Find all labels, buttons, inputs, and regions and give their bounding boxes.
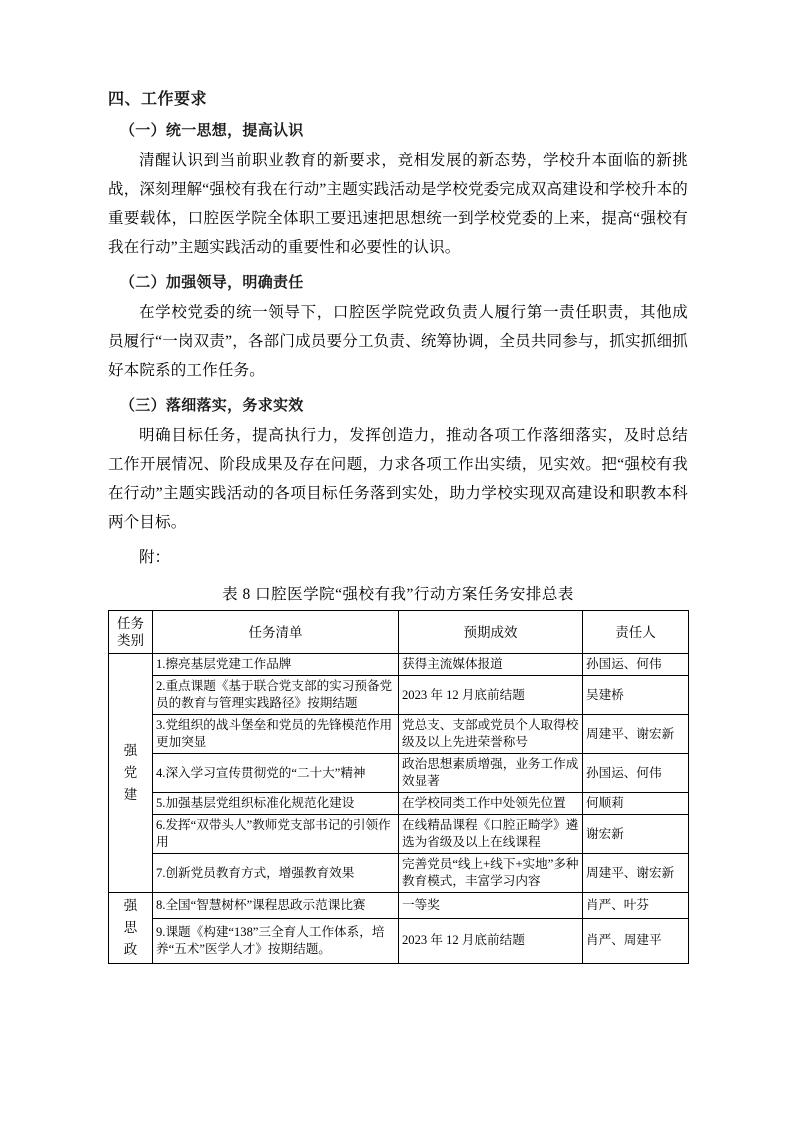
result-cell: 获得主流媒体报道: [399, 654, 583, 676]
result-cell: 在线精品课程《口腔正畸学》遴选为省级及以上在线课程: [399, 815, 583, 854]
table-caption: 表 8 口腔医学院“强校有我”行动方案任务安排总表: [222, 586, 574, 603]
col-header-person: 责任人: [583, 611, 689, 654]
task-cell: 8.全国“智慧树杯”课程思政示范课比赛: [153, 893, 399, 919]
result-cell: 2023 年 12 月底前结题: [399, 676, 583, 715]
result-cell: 党总支、支部或党员个人取得校级及以上先进荣誉称号: [399, 715, 583, 754]
task-cell: 1.擦亮基层党建工作品牌: [153, 654, 399, 676]
attachment-label: 附：: [139, 549, 171, 566]
category-char: 强: [123, 743, 138, 758]
table-row: [109, 854, 689, 893]
subsection-heading-2: （二）加强领导，明确责任: [120, 273, 304, 291]
col-header-category: [109, 611, 153, 654]
category-cell-sizheng: [109, 893, 153, 964]
subsection-paragraph-1: 清醒认识到当前职业教育的新要求，竞相发展的新态势，学校升本面临的新挑战，深刻理解“强校有我在行动”主题实践活动是学校党委完成双高建设和学校升本的重要载体，口腔医学院全体职工要迅速把思想统一到学校党委的上来，提高“强校有我在行动”主题实践活动的重要性和必要性的认识。: [108, 152, 688, 256]
col-header-category-line1: 任务: [117, 616, 144, 631]
subsection-heading-3: （三）落细落实，务求实效: [120, 396, 304, 414]
table-header: [109, 611, 689, 654]
category-char: 政: [123, 942, 138, 957]
result-cell: 完善党员“线上+线下+实地”多种教育模式，丰富学习内容: [399, 854, 583, 893]
subsection-paragraph-2: 在学校党委的统一领导下，口腔医学院党政负责人履行第一责任职责，其他成员履行“一岗双责”，各部门成员要分工负责、统筹协调，全员共同参与，抓实抓细抓好本院系的工作任务。: [108, 304, 688, 379]
task-table: [108, 610, 689, 964]
subsection-paragraph-3: 明确目标任务，提高执行力，发挥创造力，推动各项工作落细落实，及时总结工作开展情况、阶段成果及存在问题，力求各项工作出实绩，见实效。把“强校有我在行动”主题实践活动的各项目标任务落到实处，助力学校实现双高建设和职教本科两个目标。: [108, 427, 688, 531]
table-row: [109, 815, 689, 854]
person-cell: 孙国运、何伟: [583, 654, 689, 676]
person-cell: 周建平、谢宏新: [583, 715, 689, 754]
col-header-category-line2: 类别: [117, 633, 144, 648]
task-cell: 7.创新党员教育方式，增强教育效果: [153, 854, 399, 893]
category-char: 建: [123, 787, 138, 802]
task-cell: 3.党组织的战斗堡垒和党员的先锋模范作用更加突显: [153, 715, 399, 754]
person-cell: 肖严、周建平: [583, 918, 689, 963]
category-char: 强: [123, 898, 138, 913]
person-cell: 周建平、谢宏新: [583, 854, 689, 893]
person-cell: 谢宏新: [583, 815, 689, 854]
table-row: [109, 893, 689, 919]
person-cell: 孙国运、何伟: [583, 754, 689, 793]
category-char: 思: [123, 920, 138, 935]
task-cell: 9.课题《构建“138”三全育人工作体系，培养“五术”医学人才》按期结题。: [153, 918, 399, 963]
result-cell: 2023 年 12 月底前结题: [399, 918, 583, 963]
task-cell: 6.发挥“双带头人”教师党支部书记的引领作用: [153, 815, 399, 854]
person-cell: 何顺莉: [583, 793, 689, 815]
section-heading: 四、工作要求: [108, 89, 208, 108]
result-cell: 政治思想素质增强，业务工作成效显著: [399, 754, 583, 793]
col-header-task: 任务清单: [153, 611, 399, 654]
table-row: [109, 754, 689, 793]
category-char: 党: [123, 765, 138, 780]
table-row: [109, 918, 689, 963]
document-content: [108, 86, 688, 964]
task-cell: 5.加强基层党组织标准化规范化建设: [153, 793, 399, 815]
person-cell: 吴建桥: [583, 676, 689, 715]
person-cell: 肖严、叶芬: [583, 893, 689, 919]
task-cell: 4.深入学习宣传贯彻党的“二十大”精神: [153, 754, 399, 793]
result-cell: 在学校同类工作中处领先位置: [399, 793, 583, 815]
table-row: [109, 654, 689, 676]
result-cell: 一等奖: [399, 893, 583, 919]
table-header-row: [109, 611, 689, 654]
table-body: [109, 654, 689, 964]
table-row: [109, 676, 689, 715]
col-header-result: 预期成效: [399, 611, 583, 654]
table-row: [109, 715, 689, 754]
table-row: [109, 793, 689, 815]
subsection-heading-1: （一）统一思想，提高认识: [120, 121, 304, 139]
category-cell-dangjian: [109, 654, 153, 893]
task-cell: 2.重点课题《基于联合党支部的实习预备党员的教育与管理实践路径》按期结题: [153, 676, 399, 715]
